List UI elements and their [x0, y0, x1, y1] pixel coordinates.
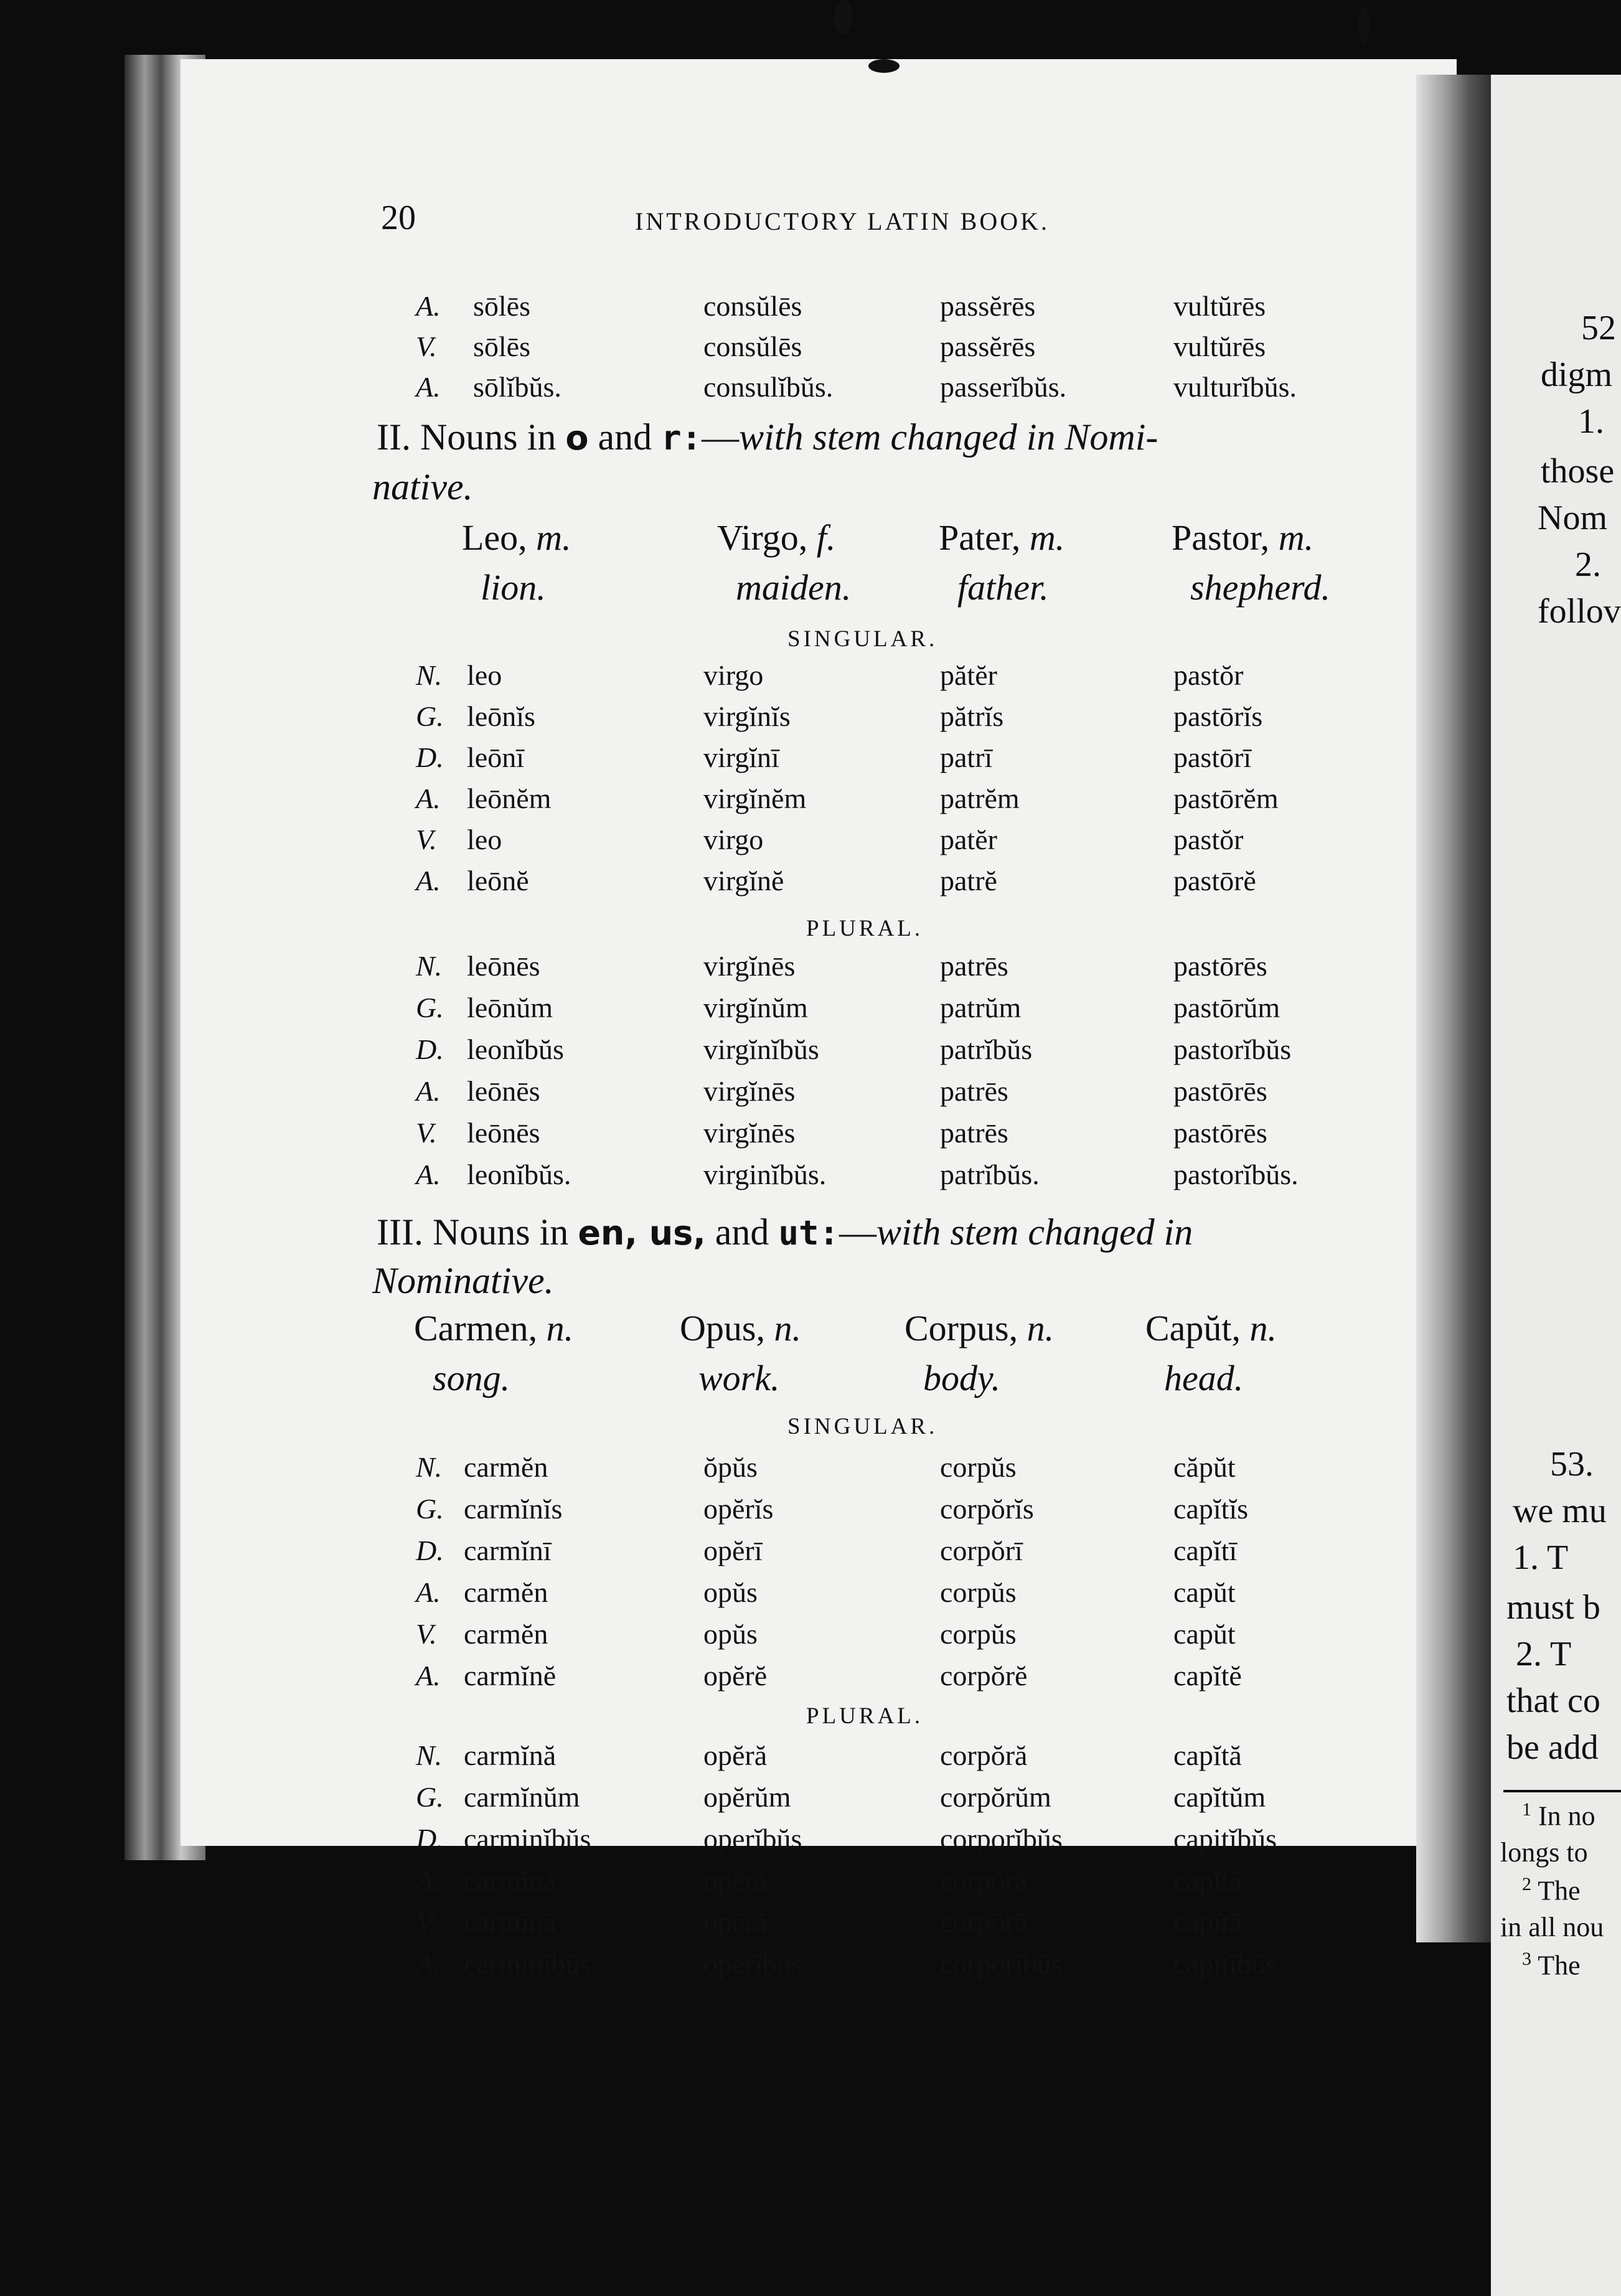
plural-label: PLURAL.: [806, 1703, 924, 1729]
right-page-fragment: [1491, 75, 1621, 2296]
declension-form: passĕrēs: [940, 331, 1036, 362]
declension-row: [0, 1617, 1432, 1655]
declension-form: capĭtă: [1173, 1906, 1242, 1938]
declension-form: patrī: [940, 741, 993, 773]
right-page-line: we mu: [1513, 1492, 1607, 1530]
case-label: A.: [416, 1075, 441, 1107]
case-label: A.: [416, 1948, 441, 1980]
declension-form: vultŭrēs: [1173, 331, 1266, 362]
declension-form: opĕrŭm: [703, 1781, 791, 1813]
declension-form: virgĭnēs: [703, 1075, 796, 1107]
declension-form: capitĭbŭs.: [1173, 1948, 1284, 1980]
declension-row: [0, 782, 1432, 819]
section-italic: with stem changed in Nomi-: [739, 416, 1158, 458]
declension-form: virgĭnĭs: [703, 700, 791, 732]
noun-word: Capŭt,: [1145, 1308, 1250, 1348]
declension-form: capŭt: [1173, 1576, 1236, 1608]
declension-form: leōnēs: [467, 1075, 540, 1107]
right-page-line: be add: [1506, 1728, 1599, 1767]
section-keyword: r:: [661, 418, 702, 458]
declension-form: carmĭnă: [464, 1865, 557, 1896]
declension-form: corpŏră: [940, 1906, 1028, 1938]
footnote-line: [1522, 1874, 1581, 1907]
declension-form: virgĭnĭbŭs: [703, 1033, 819, 1065]
ink-speck: [834, 0, 853, 34]
case-label: D.: [416, 1823, 444, 1855]
declension-row: [0, 700, 1432, 737]
right-page-line: 2. T: [1516, 1635, 1572, 1673]
footnote-mark: 1: [1522, 1799, 1531, 1820]
declension-form: pastōrĕm: [1173, 783, 1279, 814]
section-numeral: II.: [377, 416, 411, 458]
ink-speck: [868, 59, 900, 73]
declension-form: consulĭbŭs.: [703, 371, 834, 403]
declension-form: leōnēs: [467, 1117, 540, 1149]
declension-row: [0, 1906, 1432, 1943]
declension-form: virgĭnŭm: [703, 992, 808, 1023]
noun-gloss: maiden.: [736, 567, 852, 608]
declension-form: virginĭbŭs.: [703, 1159, 827, 1190]
case-label: D.: [416, 741, 444, 773]
declension-form: corpŭs: [940, 1618, 1017, 1650]
declension-form: pastōrēs: [1173, 1075, 1267, 1107]
declension-form: carmĕn: [464, 1451, 548, 1483]
declension-form: sōlēs: [473, 331, 530, 362]
declension-form: patrĭbŭs: [940, 1033, 1033, 1065]
case-label: V.: [416, 824, 437, 855]
declension-row: [0, 823, 1432, 860]
declension-form: leōnĭs: [467, 700, 535, 732]
declension-row: [0, 864, 1432, 901]
declension-form: capĭtă: [1173, 1865, 1242, 1896]
running-title: INTRODUCTORY LATIN BOOK.: [635, 207, 1050, 235]
declension-form: carmĭnĭs: [464, 1493, 563, 1525]
footnote-text: The: [1538, 1950, 1581, 1981]
declension-form: sōlĭbŭs.: [473, 371, 561, 403]
declension-form: opĕrĭs: [703, 1493, 774, 1525]
declension-row: [0, 949, 1432, 987]
noun-gender: m.: [1278, 517, 1314, 558]
declension-form: capŭt: [1173, 1618, 1236, 1650]
declension-form: operĭbŭs.: [703, 1948, 809, 1980]
noun-gloss: lion.: [481, 567, 546, 608]
noun-headword: [462, 517, 571, 558]
declension-form: corpŏră: [940, 1739, 1028, 1771]
section-heading-ii: [377, 416, 1158, 459]
declension-row: [0, 1947, 1432, 1985]
declension-form: leōnĕ: [467, 865, 529, 896]
declension-form: patrŭm: [940, 992, 1022, 1023]
noun-gender: m.: [536, 517, 571, 558]
declension-form: corpŭs: [940, 1451, 1017, 1483]
noun-word: Virgo,: [717, 517, 817, 558]
declension-form: leo: [467, 824, 502, 855]
declension-form: patrĕ: [940, 865, 997, 896]
section-keyword: o: [565, 418, 589, 458]
declension-form: opĕră: [703, 1739, 768, 1771]
case-label: A.: [416, 1865, 441, 1896]
noun-gender: f.: [816, 517, 836, 558]
noun-gender: n.: [546, 1308, 574, 1348]
declension-row: [0, 1116, 1432, 1154]
declension-form: carminĭbŭs: [464, 1823, 591, 1855]
declension-form: patrĕm: [940, 783, 1020, 814]
footnote-text: The: [1538, 1875, 1581, 1906]
declension-form: capĭtŭm: [1173, 1781, 1266, 1813]
case-label: N.: [416, 1451, 443, 1483]
declension-form: patrēs: [940, 1117, 1008, 1149]
noun-gender: m.: [1029, 517, 1065, 558]
declension-row: [0, 1534, 1432, 1571]
declension-form: leōnī: [467, 741, 524, 773]
noun-gender: n.: [1249, 1308, 1277, 1348]
noun-word: Leo,: [462, 517, 537, 558]
declension-form: carmĕn: [464, 1576, 548, 1608]
declension-form: corpŭs: [940, 1576, 1017, 1608]
case-label: V.: [416, 331, 437, 362]
declension-form: pastōrŭm: [1173, 992, 1280, 1023]
footnote-mark: 2: [1522, 1874, 1531, 1894]
declension-form: opŭs: [703, 1618, 758, 1650]
declension-row: [0, 741, 1432, 778]
declension-row: [0, 991, 1432, 1028]
declension-form: leo: [467, 659, 502, 691]
declension-form: capitĭbŭs: [1173, 1823, 1277, 1855]
section-text: and: [715, 1212, 769, 1253]
footnote-text: longs to: [1500, 1837, 1588, 1868]
declension-form: leonĭbŭs.: [467, 1159, 571, 1190]
declension-form: corporĭbŭs: [940, 1823, 1063, 1855]
right-page-line: 52: [1581, 309, 1616, 347]
noun-headword: [904, 1307, 1054, 1349]
noun-word: Corpus,: [904, 1308, 1027, 1348]
case-label: A.: [416, 865, 441, 896]
noun-gloss: song.: [433, 1358, 510, 1398]
noun-headword: [1145, 1307, 1277, 1349]
noun-gloss: shepherd.: [1190, 567, 1330, 608]
singular-label: SINGULAR.: [787, 1414, 938, 1439]
declension-form: corporĭbŭs.: [940, 1948, 1070, 1980]
declension-form: virgĭnēs: [703, 950, 796, 982]
declension-form: corpŏrŭm: [940, 1781, 1051, 1813]
declension-form: virgĭnĕ: [703, 865, 784, 896]
footnote-line: [1522, 1949, 1581, 1982]
case-label: G.: [416, 1493, 444, 1525]
declension-row: [0, 1075, 1432, 1112]
declension-form: pastōrĭs: [1173, 700, 1263, 732]
noun-headword: [414, 1307, 573, 1349]
declension-form: pastōrēs: [1173, 1117, 1267, 1149]
declension-form: patrēs: [940, 950, 1008, 982]
case-label: V.: [416, 1117, 437, 1149]
declension-form: pastorĭbŭs: [1173, 1033, 1292, 1065]
declension-form: virgo: [703, 824, 764, 855]
declension-form: carmĭnŭm: [464, 1781, 580, 1813]
declension-form: virgĭnī: [703, 741, 779, 773]
declension-form: opĕrī: [703, 1535, 763, 1566]
declension-form: capĭtĭs: [1173, 1493, 1249, 1525]
section-italic-cont: Nominative.: [372, 1260, 554, 1301]
declension-form: capĭtī: [1173, 1535, 1238, 1566]
footnote-rule: [1503, 1790, 1621, 1792]
declension-form: pastōrĕ: [1173, 865, 1256, 896]
case-label: V.: [416, 1906, 437, 1938]
footnote-text: in all nou: [1500, 1912, 1604, 1942]
declension-form: virgĭnĕm: [703, 783, 807, 814]
noun-word: Pastor,: [1172, 517, 1279, 558]
case-label: A.: [416, 290, 441, 322]
declension-form: passĕrēs: [940, 290, 1036, 322]
right-page-line: must b: [1506, 1588, 1600, 1627]
declension-form: pătĕr: [940, 659, 997, 691]
right-page-line: digm: [1541, 355, 1613, 394]
section-text: and: [598, 416, 652, 458]
noun-headword: [680, 1307, 801, 1349]
right-page-line: those: [1541, 452, 1615, 491]
declension-row: [0, 1576, 1432, 1613]
declension-row: [0, 289, 1432, 327]
declension-row: [0, 1781, 1432, 1818]
declension-form: consŭlēs: [703, 290, 802, 322]
declension-form: pastŏr: [1173, 824, 1244, 855]
declension-form: carmĭnă: [464, 1739, 557, 1771]
case-label: N.: [416, 950, 443, 982]
plural-label: PLURAL.: [806, 916, 924, 941]
declension-form: opĕră: [703, 1865, 768, 1896]
right-page-line: 1.: [1578, 402, 1604, 441]
section-numeral: III.: [377, 1212, 423, 1253]
declension-form: virgo: [703, 659, 764, 691]
declension-form: passerĭbŭs.: [940, 371, 1067, 403]
case-label: A.: [416, 1159, 441, 1190]
section-dash: —: [702, 416, 740, 458]
footnote-text: In no: [1538, 1800, 1595, 1832]
declension-form: capĭtă: [1173, 1739, 1242, 1771]
noun-headword: [717, 517, 835, 558]
singular-label: SINGULAR.: [787, 626, 938, 652]
case-label: D.: [416, 1033, 444, 1065]
declension-form: corpŏrī: [940, 1535, 1023, 1566]
section-heading-iii: [377, 1211, 1193, 1254]
declension-row: [0, 370, 1432, 408]
case-label: A.: [416, 371, 441, 403]
noun-word: Opus,: [680, 1308, 774, 1348]
page-number: 20: [381, 199, 416, 237]
declension-form: operĭbŭs: [703, 1823, 802, 1855]
declension-form: leōnĕm: [467, 783, 552, 814]
right-page-line: that co: [1506, 1682, 1600, 1720]
declension-form: virgĭnēs: [703, 1117, 796, 1149]
declension-form: vulturĭbŭs.: [1173, 371, 1297, 403]
noun-gender: n.: [1027, 1308, 1055, 1348]
section-keyword: en, us,: [578, 1213, 706, 1253]
section-dash: —: [839, 1212, 876, 1253]
declension-form: opĕră: [703, 1906, 768, 1938]
noun-gloss: work.: [698, 1358, 780, 1398]
case-label: G.: [416, 1781, 444, 1813]
declension-form: căpŭt: [1173, 1451, 1236, 1483]
declension-form: pastōrī: [1173, 741, 1252, 773]
section-keyword: ut:: [778, 1213, 839, 1253]
section-text: Nouns in: [420, 416, 557, 458]
declension-form: sōlēs: [473, 290, 530, 322]
noun-word: Carmen,: [414, 1308, 547, 1348]
declension-form: pastorĭbŭs.: [1173, 1159, 1299, 1190]
case-label: N.: [416, 659, 443, 691]
section-heading-ii-cont: [372, 466, 473, 509]
declension-row: [0, 1822, 1432, 1860]
declension-row: [0, 1864, 1432, 1901]
declension-form: patĕr: [940, 824, 997, 855]
declension-form: opĕrĕ: [703, 1660, 768, 1691]
declension-row: [0, 1659, 1432, 1696]
declension-form: pastōrēs: [1173, 950, 1267, 982]
declension-form: leonĭbŭs: [467, 1033, 564, 1065]
case-label: V.: [416, 1618, 437, 1650]
section-italic-cont: native.: [372, 466, 473, 507]
footnote-line: [1500, 1837, 1588, 1868]
declension-form: patrēs: [940, 1075, 1008, 1107]
right-page-line: 2.: [1575, 545, 1601, 584]
declension-form: pătrĭs: [940, 700, 1004, 732]
right-page-line: follov: [1538, 592, 1621, 631]
footnote-line: [1522, 1799, 1595, 1832]
noun-gloss: head.: [1164, 1358, 1244, 1398]
declension-form: pastŏr: [1173, 659, 1244, 691]
declension-form: leōnēs: [467, 950, 540, 982]
declension-form: opŭs: [703, 1576, 758, 1608]
footnote-line: [1500, 1911, 1604, 1943]
declension-row: [0, 1033, 1432, 1070]
right-page-line: 53.: [1550, 1445, 1594, 1484]
case-label: D.: [416, 1535, 444, 1566]
declension-form: corpŏră: [940, 1865, 1028, 1896]
declension-form: ŏpŭs: [703, 1451, 758, 1483]
declension-form: carmĕn: [464, 1618, 548, 1650]
declension-form: corpŏrĭs: [940, 1493, 1034, 1525]
declension-form: leōnŭm: [467, 992, 553, 1023]
section-italic: with stem changed in: [876, 1212, 1193, 1253]
section-text: Nouns in: [432, 1212, 569, 1253]
noun-gloss: body.: [923, 1358, 1001, 1398]
declension-form: capĭtĕ: [1173, 1660, 1242, 1691]
right-page-line: Nom: [1538, 499, 1607, 537]
declension-form: carmĭnă: [464, 1906, 557, 1938]
declension-row: [0, 1158, 1432, 1195]
declension-form: carmĭnĕ: [464, 1660, 557, 1691]
case-label: A.: [416, 1576, 441, 1608]
noun-gender: n.: [774, 1308, 801, 1348]
declension-row: [0, 330, 1432, 367]
case-label: A.: [416, 1660, 441, 1691]
declension-row: [0, 1739, 1432, 1776]
noun-headword: [939, 517, 1064, 558]
declension-row: [0, 1451, 1432, 1488]
declension-row: [0, 1492, 1432, 1530]
noun-word: Pater,: [939, 517, 1030, 558]
declension-form: carmĭnī: [464, 1535, 552, 1566]
declension-form: patrĭbŭs.: [940, 1159, 1040, 1190]
case-label: A.: [416, 783, 441, 814]
declension-row: [0, 659, 1432, 696]
case-label: N.: [416, 1739, 443, 1771]
case-label: G.: [416, 992, 444, 1023]
section-heading-iii-cont: [372, 1259, 554, 1302]
declension-form: consŭlēs: [703, 331, 802, 362]
noun-gloss: father.: [957, 567, 1049, 608]
footnote-mark: 3: [1522, 1949, 1531, 1969]
ink-speck: [1358, 6, 1370, 44]
declension-form: vultŭrēs: [1173, 290, 1266, 322]
declension-form: carminĭbŭs.: [464, 1948, 598, 1980]
case-label: G.: [416, 700, 444, 732]
noun-headword: [1172, 517, 1313, 558]
right-page-line: 1. T: [1513, 1538, 1569, 1577]
declension-form: corpŏrĕ: [940, 1660, 1028, 1691]
